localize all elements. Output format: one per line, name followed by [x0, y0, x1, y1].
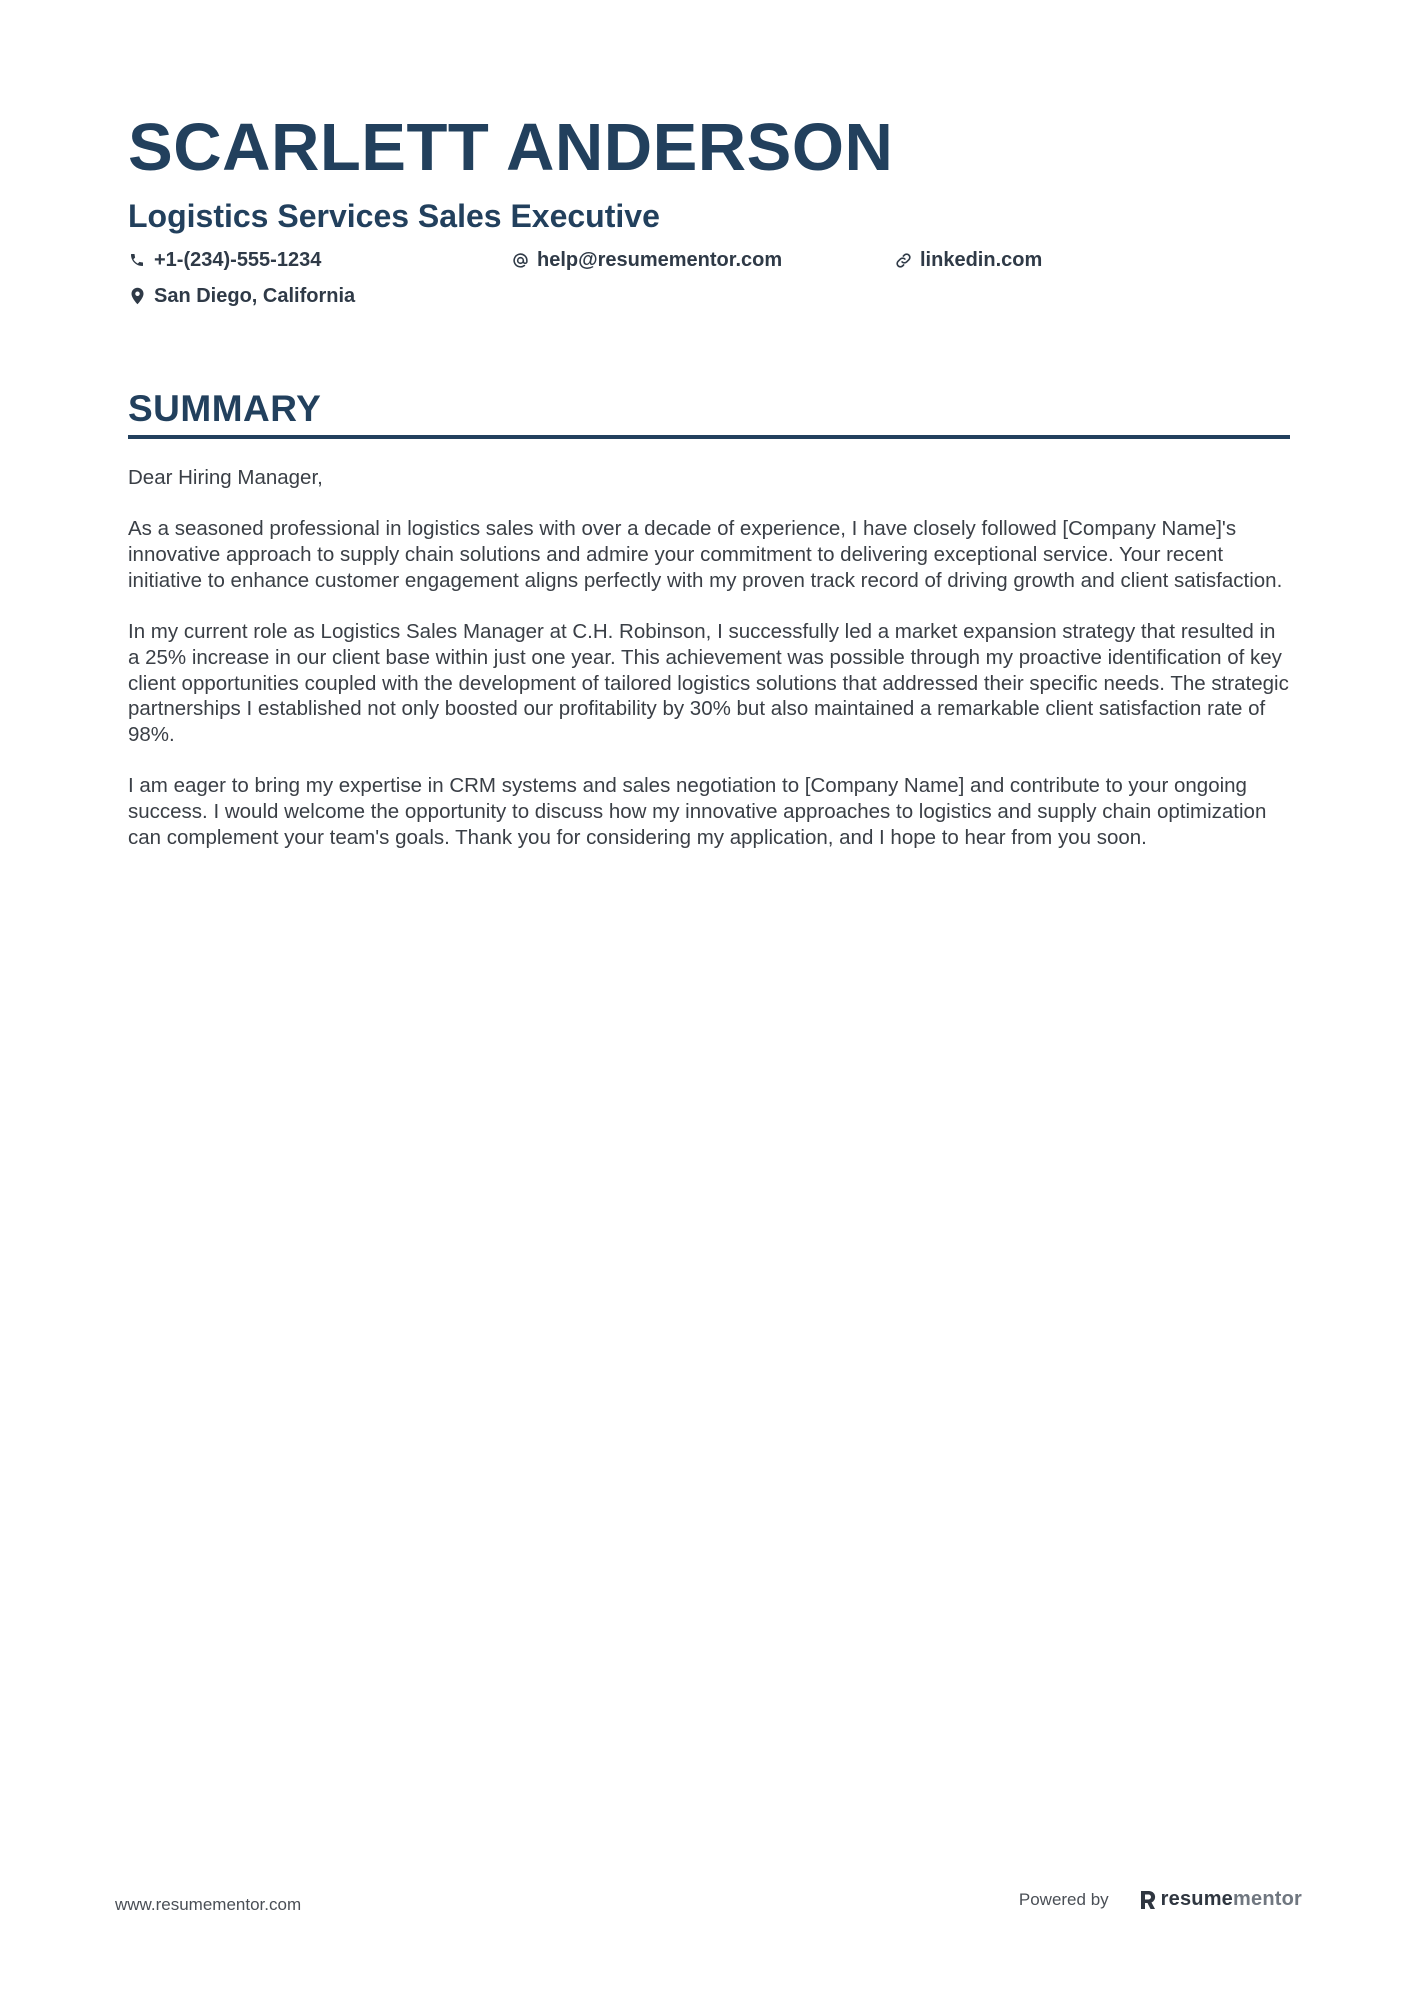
letter-greeting: Dear Hiring Manager, — [128, 466, 323, 489]
letter-paragraph: I am eager to bring my expertise in CRM systems and sales negotiation to [Company Name] and contribute to your ongoing success. I would welcome the opportunity to discuss how my innovative approaches to logistics and supply chain optimization can complement your team's goals. Thank you for considering my application, and I hope to hear from you soon. — [128, 774, 1267, 849]
cover-letter-body — [128, 465, 1290, 851]
brand-name-bold: resume — [1160, 1888, 1234, 1910]
contact-phone — [128, 246, 321, 274]
contact-info — [128, 246, 1288, 318]
resume-header — [128, 108, 1288, 318]
summary-section — [128, 386, 1290, 876]
brand-mark-icon — [1139, 1889, 1157, 1911]
contact-link — [894, 246, 1042, 274]
email-text[interactable]: help@resumementor.com — [537, 248, 783, 271]
contact-email — [511, 246, 782, 274]
at-icon — [511, 251, 529, 269]
location-text: San Diego, California — [154, 284, 356, 307]
footer-website[interactable]: www.resumementor.com — [115, 1895, 302, 1914]
section-heading: SUMMARY — [128, 388, 322, 429]
brand-name — [1161, 1888, 1302, 1911]
link-text[interactable]: linkedin.com — [920, 248, 1043, 271]
footer-branding — [1019, 1888, 1302, 1911]
section-divider — [128, 435, 1290, 439]
powered-by-text: Powered by — [1018, 1889, 1109, 1909]
brand-logo[interactable] — [1139, 1888, 1302, 1911]
letter-paragraph: In my current role as Logistics Sales Manager at C.H. Robinson, I successfully led a market expansion strategy that resulted in a 25% increase in our client base within just one year. This achievement was possible through my proactive identification of key client opportunities coupled with the development of tailored logistics solutions that addressed their specific needs. The strategic partnerships I established not only boosted our profitability by 30% but also maintained a remarkable client satisfaction rate of 98%. — [128, 620, 1289, 746]
phone-text[interactable]: +1-(234)-555-1234 — [154, 248, 322, 271]
brand-name-light: mentor — [1233, 1888, 1302, 1910]
contact-location — [128, 282, 355, 310]
job-title: Logistics Services Sales Executive — [128, 198, 660, 234]
location-pin-icon — [128, 287, 146, 305]
candidate-name: SCARLETT ANDERSON — [128, 110, 894, 185]
link-icon — [894, 251, 912, 269]
phone-icon — [128, 251, 146, 269]
letter-paragraph: As a seasoned professional in logistics sales with over a decade of experience, I have closely followed [Company Name]'s innovative approach to supply chain solutions and admire your commitment to delivering exceptional service. Your recent initiative to enhance customer engagement aligns perfectly with my proven track record of driving growth and client satisfaction. — [128, 517, 1283, 592]
